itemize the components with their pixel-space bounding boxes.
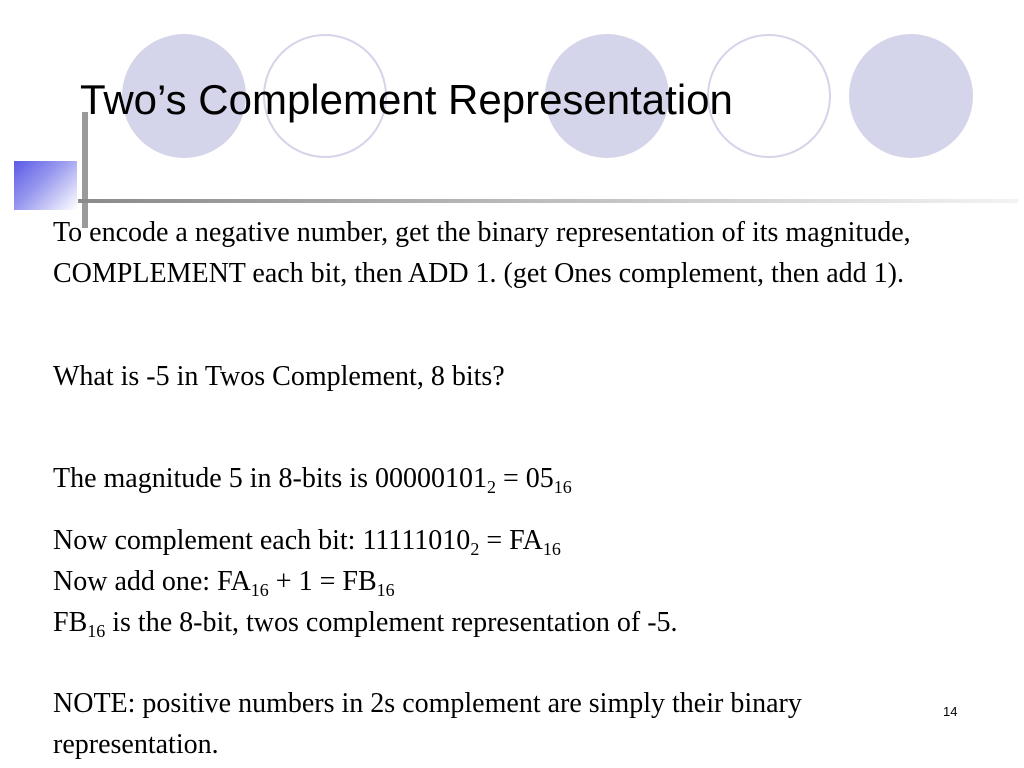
add-one-line xyxy=(53,561,678,602)
complement-hex: = FA xyxy=(479,525,543,556)
decorative-vertical-rule xyxy=(82,112,88,228)
slide-number: 14 xyxy=(943,704,958,719)
result-value: FB xyxy=(53,607,88,638)
base-subscript: 16 xyxy=(250,580,269,600)
add-one-sum: + 1 = FB xyxy=(268,566,377,597)
decorative-circle xyxy=(849,34,973,158)
base-subscript: 16 xyxy=(376,580,395,600)
decorative-gradient-square xyxy=(14,161,77,210)
base-subscript: 16 xyxy=(553,477,572,497)
add-one-text: Now add one: FA xyxy=(53,566,251,597)
complement-line xyxy=(53,520,678,561)
base-subscript: 16 xyxy=(87,621,106,641)
base-subscript: 16 xyxy=(542,539,561,559)
steps-block xyxy=(53,520,678,643)
complement-text: Now complement each bit: 11111010 xyxy=(53,525,471,556)
result-text: is the 8-bit, twos complement representation of -5. xyxy=(105,607,678,638)
base-subscript: 2 xyxy=(470,539,480,559)
question-text: What is -5 in Twos Complement, 8 bits? xyxy=(53,361,505,392)
base-subscript: 2 xyxy=(486,477,496,497)
note-paragraph: NOTE: positive numbers in 2s complement are simply their binary representation. xyxy=(53,688,802,760)
result-line xyxy=(53,602,678,643)
magnitude-hex: = 05 xyxy=(495,463,554,494)
slide-title: Two’s Complement Representation xyxy=(80,76,733,123)
magnitude-text: The magnitude 5 in 8-bits is 00000101 xyxy=(53,463,487,494)
magnitude-line xyxy=(53,458,572,499)
intro-paragraph: To encode a negative number, get the binary representation of its magnitude, COMPLEMENT each bit, then ADD 1. (get Ones complement, then add 1). xyxy=(53,217,911,289)
title-underline-rule xyxy=(78,199,1018,203)
